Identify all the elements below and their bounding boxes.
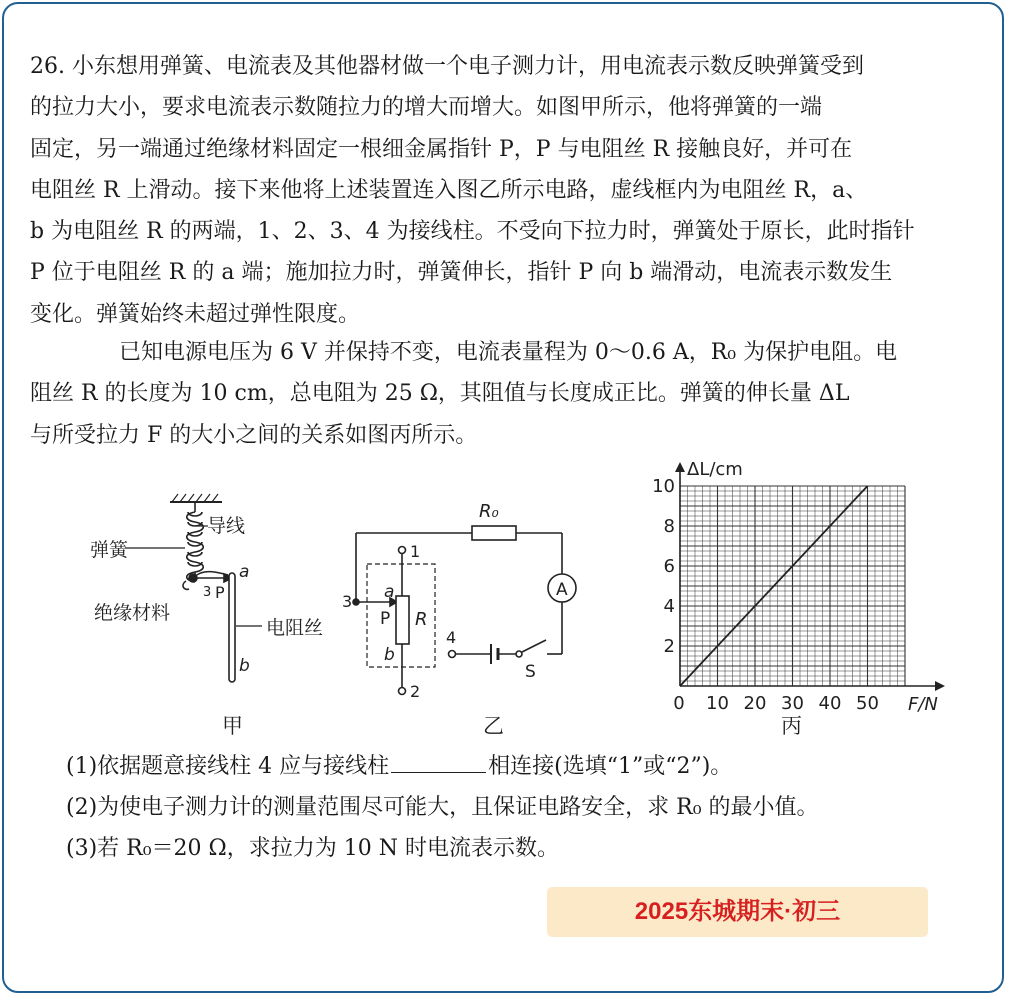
label-end-b: b [384,645,395,665]
q1-text: (1)依据题意接线柱 4 应与接线柱 [66,754,390,779]
y-tick-label: 10 [652,476,675,497]
label-end-b: b [239,656,250,676]
label-terminal-3: 3 [342,592,353,611]
label-terminal-4: 4 [446,628,457,647]
label-terminal-1: 1 [410,542,421,561]
caption-bing: 丙 [781,714,802,738]
question-3: (3)若 R₀＝20 Ω，求拉力为 10 N 时电流表示数。 [66,836,559,861]
text-line: P 位于电阻丝 R 的 a 端；施加拉力时，弹簧伸长，指针 P 向 b 端滑动，电流表示数发生 [30,260,893,286]
label-terminal-2: 2 [410,682,421,701]
label-switch: S [525,662,536,682]
text-line: b 为电阻丝 R 的两端，1、2、3、4 为接线柱。不受向下拉力时，弹簧处于原长，此时指针 [30,219,915,245]
y-tick-label: 8 [663,516,675,537]
text-line: 的拉力大小，要求电流表示数随拉力的增大而增大。如图甲所示，他将弹簧的一端 [30,95,823,121]
resistor-r0 [472,526,516,540]
label-spring: 弹簧 [90,539,129,561]
x-tick-label: 20 [743,693,767,714]
caption-jia: 甲 [222,714,243,738]
q1-text-after: 相连接(选填“1”或“2”)。 [488,754,733,779]
x-tick-label: 0 [673,693,685,714]
x-tick-label: 40 [818,693,842,714]
text-line: 变化。弹簧始终未超过弹性限度。 [30,301,361,327]
y-axis-arrow [675,462,685,472]
x-axis-label: F/N [908,694,938,715]
resistor-r [396,596,409,644]
text-line: 已知电源电压为 6 V 并保持不变，电流表量程为 0～0.6 A，R₀ 为保护电阻。电 [119,340,898,365]
spring-coil [187,512,204,582]
label-wire: 导线 [207,515,246,537]
y-axis-label: ΔL/cm [687,459,743,480]
question-2: (2)为使电子测力计的测量范围尽可能大，且保证电路安全，求 R₀ 的最小值。 [66,795,819,820]
caption-yi: 乙 [483,714,504,738]
question-1 [66,752,732,782]
label-end-a: a [384,582,395,602]
label-ammeter: A [556,580,568,600]
source-tag: 2025东城期末·初三 [547,887,928,937]
answer-blank[interactable] [391,752,486,773]
x-axis-arrow [935,681,945,691]
x-tick-label: 50 [856,693,879,714]
label-resistor-r: R [415,609,428,630]
text-line: 与所受拉力 F 的大小之间的关系如图丙所示。 [30,422,478,448]
label-resistor-wire: 电阻丝 [266,617,324,639]
label-end-a: a [239,562,250,582]
text-line: 固定，另一端通过绝缘材料固定一根细金属指针 P，P 与电阻丝 R 接触良好，并可在 [30,136,853,162]
x-tick-label: 10 [706,693,729,714]
y-tick-label: 6 [663,556,675,577]
text-line: 电阻丝 R 上滑动。接下来他将上述装置连入图乙所示电路，虚线框内为电阻丝 R，a、 [30,177,868,203]
text-line: 26. 小东想用弹簧、电流表及其他器材做一个电子测力计，用电流表示数反映弹簧受到 [30,54,864,79]
label-terminal-3: 3 [203,585,212,600]
chart-bing [652,459,945,715]
y-tick-label: 2 [663,636,675,657]
label-r0: R₀ [479,501,499,522]
label-pointer: P [215,583,225,602]
text-line: 阻丝 R 的长度为 10 cm，总电阻为 25 Ω，其阻值与长度成正比。弹簧的伸长量 ΔL [30,381,850,407]
x-tick-label: 30 [781,693,804,714]
y-tick-label: 4 [663,596,675,617]
label-insulator: 绝缘材料 [94,602,171,624]
label-pointer-p: P [380,609,391,629]
